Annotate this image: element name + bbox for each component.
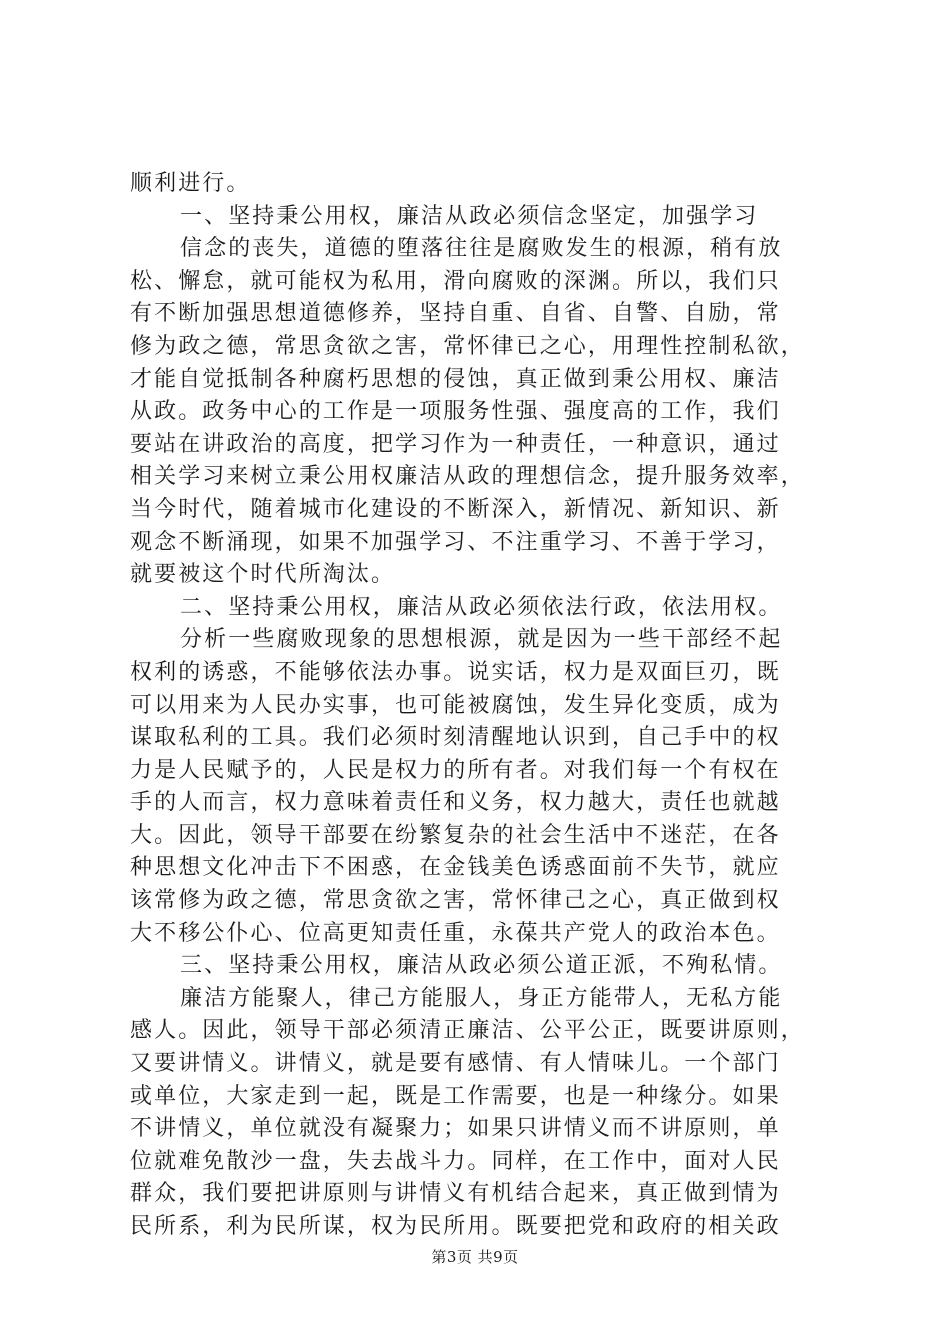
text-line: 谋取私利的工具。我们必须时刻清醒地认识到，自己手中的权 — [130, 725, 781, 751]
text-line: 种思想文化冲击下不困惑，在金钱美色诱惑面前不失节，就应 — [130, 855, 781, 881]
text-line: 一、坚持秉公用权，廉洁从政必须信念坚定，加强学习 — [180, 203, 759, 229]
text-line: 才能自觉抵制各种腐朽思想的侵蚀，真正做到秉公用权、廉洁 — [130, 366, 781, 392]
text-line: 从政。政务中心的工作是一项服务性强、强度高的工作，我们 — [130, 399, 781, 425]
text-line: 松、懈怠，就可能权为私用，滑向腐败的深渊。所以，我们只 — [130, 268, 781, 294]
text-line: 顺利进行。 — [130, 171, 251, 196]
text-line: 就要被这个时代所淘汰。 — [130, 562, 396, 588]
text-line: 信念的丧失，道德的堕落往往是腐败发生的根源，稍有放 — [180, 236, 783, 262]
text-line: 廉洁方能聚人，律己方能服人，身正方能带人，无私方能 — [180, 985, 783, 1011]
text-line: 当今时代，随着城市化建设的不断深入，新情况、新知识、新 — [130, 496, 781, 522]
text-line: 手的人而言，权力意味着责任和义务，权力越大，责任也就越 — [130, 790, 781, 816]
text-line: 要站在讲政治的高度，把学习作为一种责任，一种意识，通过 — [130, 431, 781, 457]
text-line: 二、坚持秉公用权，廉洁从政必须依法行政，依法用权。 — [180, 594, 783, 620]
text-line: 观念不断涌现，如果不加强学习、不注重学习、不善于学习， — [130, 529, 781, 555]
text-line: 大不移公仆心、位高更知责任重，永葆共产党人的政治本色。 — [130, 920, 781, 946]
text-line: 群众，我们要把讲原则与讲情义有机结合起来，真正做到情为 — [130, 1181, 781, 1207]
text-line: 不讲情义，单位就没有凝聚力；如果只讲情义而不讲原则，单 — [130, 1116, 781, 1142]
text-line: 有不断加强思想道德修养，坚持自重、自省、自警、自励，常 — [130, 301, 781, 327]
text-line: 或单位，大家走到一起，既是工作需要，也是一种缘分。如果 — [130, 1083, 781, 1109]
text-line: 修为政之德，常思贪欲之害，常怀律已之心，用理性控制私欲， — [130, 333, 805, 359]
text-line: 感人。因此，领导干部必须清正廉洁、公平公正，既要讲原则， — [130, 1018, 805, 1044]
text-line: 位就难免散沙一盘，失去战斗力。同样，在工作中，面对人民 — [130, 1148, 781, 1174]
text-line: 大。因此，领导干部要在纷繁复杂的社会生活中不迷茫，在各 — [130, 822, 781, 848]
document-body — [130, 168, 830, 1244]
text-line: 力是人民赋予的，人民是权力的所有者。对我们每一个有权在 — [130, 757, 781, 783]
text-line: 该常修为政之德，常思贪欲之害，常怀律己之心，真正做到权 — [130, 888, 781, 914]
text-line: 又要讲情义。讲情义，就是要有感情、有人情味儿。一个部门 — [130, 1051, 781, 1077]
text-line: 民所系，利为民所谋，权为民所用。既要把党和政府的相关政 — [130, 1214, 781, 1239]
text-line: 三、坚持秉公用权，廉洁从政必须公道正派，不殉私情。 — [180, 953, 783, 979]
text-line: 可以用来为人民办实事，也可能被腐蚀，发生异化变质，成为 — [130, 692, 781, 718]
text-line: 权利的诱惑，不能够依法办事。说实话，权力是双面巨刃，既 — [130, 659, 781, 685]
page-footer: 第3页 共9页 — [431, 1248, 519, 1266]
text-line: 相关学习来树立秉公用权廉洁从政的理想信念，提升服务效率， — [130, 464, 805, 490]
text-line: 分析一些腐败现象的思想根源，就是因为一些干部经不起 — [180, 627, 783, 653]
